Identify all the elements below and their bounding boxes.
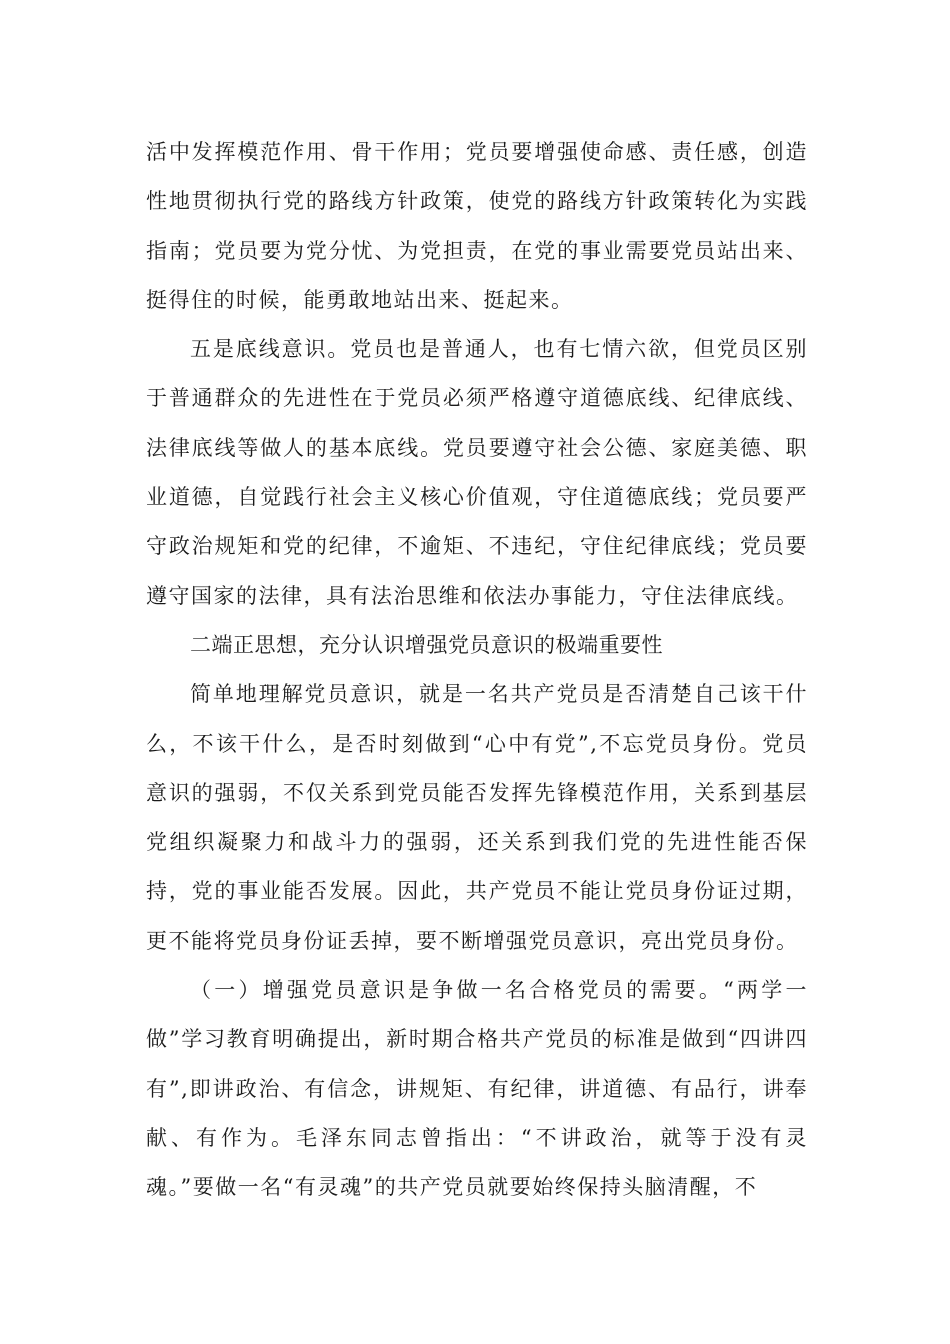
paragraph-bottom-line-awareness: 五是底线意识。党员也是普通人，也有七情六欲，但党员区别于普通群众的先进性在于党员必须严格遵守道德底线、纪律底线、法律底线等做人的基本底线。党员要遵守社会公德、家庭美德、职业道德，自觉践行社会主义核心价值观，守住道德底线；党员要严守政治规矩和党的纪律，不逾矩、不违纪，守住纪律底线；党员要遵守国家的法律，具有法治思维和依法办事能力，守住法律底线。 [146, 337, 808, 608]
paragraph-party-awareness-definition: 简单地理解党员意识，就是一名共产党员是否清楚自己该干什么，不该干什么，是否时刻做到“心中有党”,不忘党员身份。党员意识的强弱，不仅关系到党员能否发挥先锋模范作用，关系到基层党组织凝聚力和战斗力的强弱，还关系到我们党的先进性能否保持，党的事业能否发展。因此，共产党员不能让党员身份证过期，更不能将党员身份证丢掉，要不断增强党员意识，亮出党员身份。 [146, 682, 808, 953]
document-body [146, 128, 808, 1213]
paragraph-continuation: 活中发挥模范作用、骨干作用；党员要增强使命感、责任感，创造性地贯彻执行党的路线方针政策，使党的路线方针政策转化为实践指南；党员要为党分忧、为党担责，在党的事业需要党员站出来、挺得住的时候，能勇敢地站出来、挺起来。 [146, 140, 808, 312]
paragraph-qualified-member: （一）增强党员意识是争做一名合格党员的需要。“两学一做”学习教育明确提出，新时期合格共产党员的标准是做到“四讲四有”,即讲政治、有信念，讲规矩、有纪律，讲道德、有品行，讲奉献、有作为。毛泽东同志曾指出：“不讲政治，就等于没有灵魂。”要做一名“有灵魂”的共产党员就要始终保持头脑清醒，不 [146, 978, 808, 1200]
section-heading: 二端正思想，充分认识增强党员意识的极端重要性 [190, 632, 663, 657]
